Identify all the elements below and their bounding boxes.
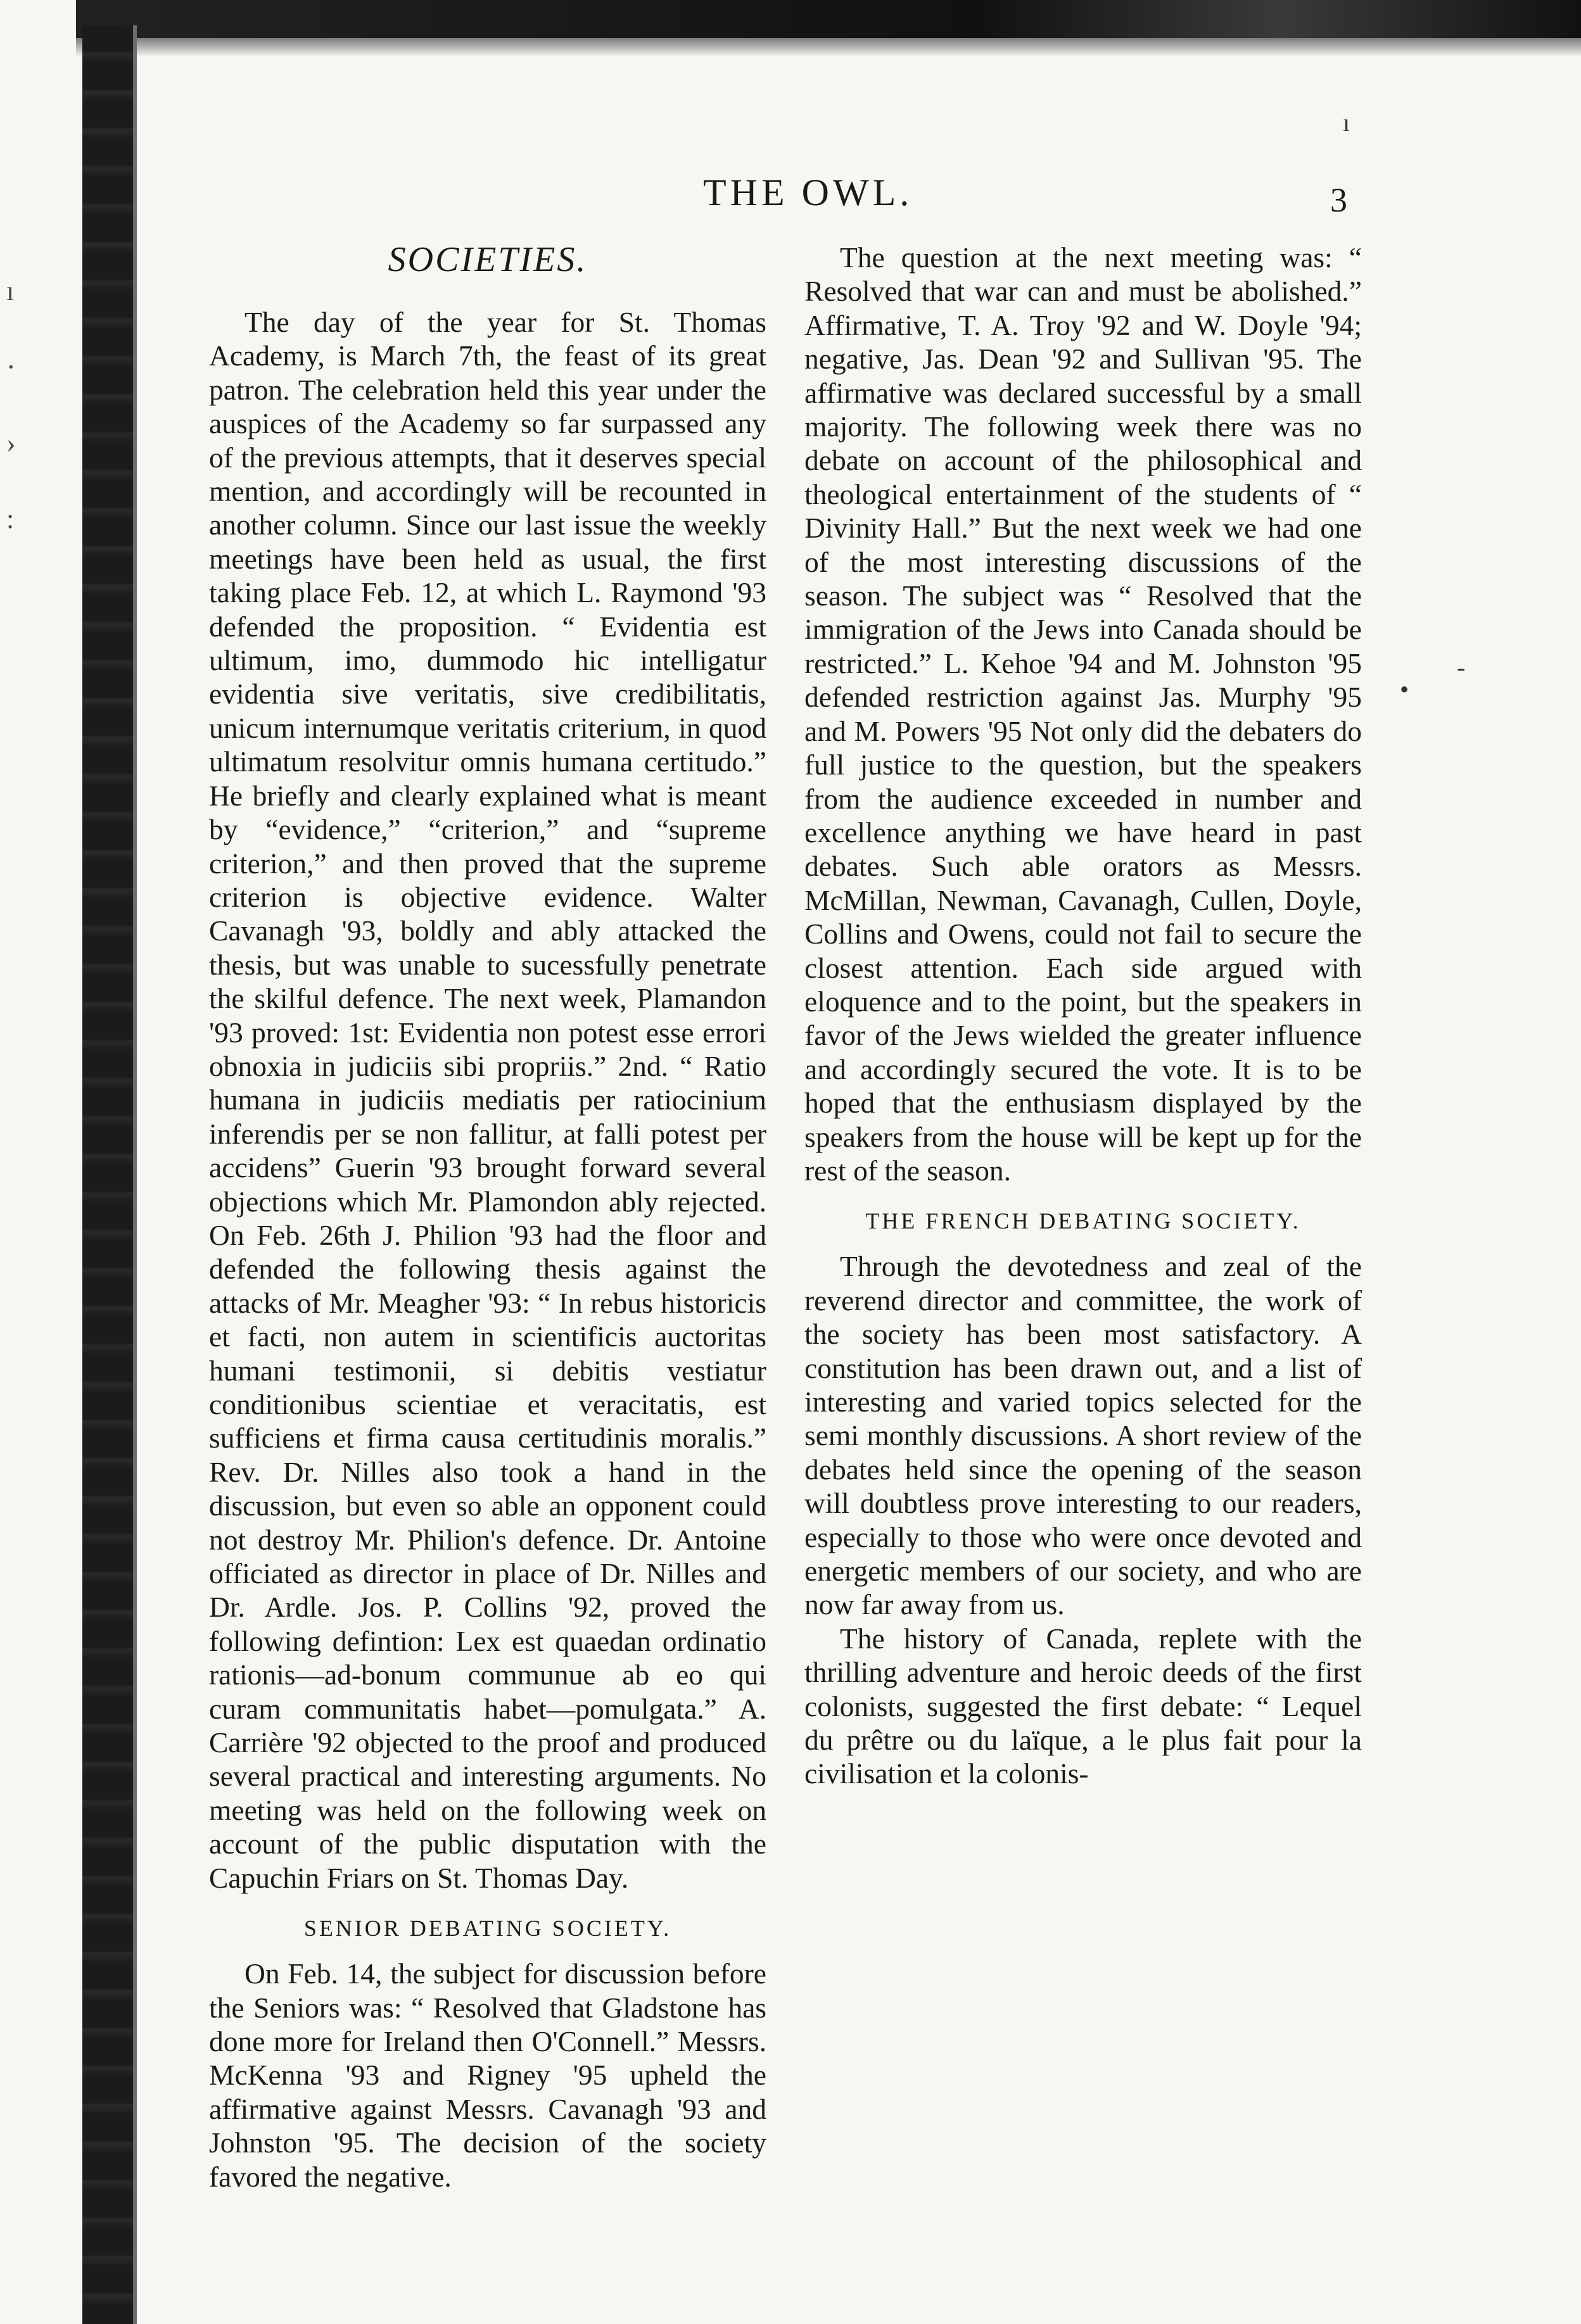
page-number: 3 bbox=[1330, 181, 1347, 219]
french-debating-paragraph-2: The history of Canada, replete with the thrilling adventure and heroic deeds of the first colonists, suggested the first debate: “ Lequel du prêtre ou du laïque, a le plus fait pour la civilisation et la colonis- bbox=[804, 1622, 1362, 1790]
stray-mark: • bbox=[1400, 675, 1409, 704]
stray-mark: ı bbox=[1343, 108, 1350, 137]
scan-top-border bbox=[76, 0, 1581, 38]
right-column bbox=[804, 241, 1362, 1791]
societies-paragraph: The day of the year for St. Thomas Academy, is March 7th, the feast of its great patron. The celebration held this year under the auspices of the Academy so far surpassed any of the previous attempts, that it deserves special mention, and accordingly will be recounted in another column. Since our last issue the weekly meetings have been held as usual, the first taking place Feb. 12, at which L. Raymond '93 defended the proposition. “ Evidentia est ultimum, imo, dummodo hic intelligatur evidentia sive veritatis, sive credibilitatis, unicum internumque veritatis criterium, in quod ultimatum resolvitur omnis humana certitudo.” He briefly and clearly explained what is meant by “evidence,” “criterion,” and “supreme criterion,” and then proved that the supreme criterion is objective evidence. Walter Cavanagh '93, boldly and ably attacked the thesis, but was unable to sucessfully penetrate the skilful defence. The next week, Plamandon '93 proved: 1st: Evidentia non potest esse errori obnoxia in judiciis sibi propriis.” 2nd. “ Ratio humana in judiciis mediatis per ratiocinium inferendis per se non fallitur, at falli potest per accidens” Guerin '93 brought forward several objections which Mr. Plamondon ably rejected. On Feb. 26th J. Philion '93 had the floor and defended the following thesis against the attacks of Mr. Meagher '93: “ In rebus historicis et facti, non autem in scientificis auctoritas humani testimonii, si debitis vestiatur conditionibus scientiae et veracitatis, est sufficiens et firma causa certitudinis moralis.” Rev. Dr. Nilles also took a hand in the discussion, but even so able an opponent could not destroy Mr. Philion's defence. Dr. Antoine officiated as director in place of Dr. Nilles and Dr. Ardle. Jos. P. Collins '92, proved the following defintion: Lex est quaedan ordinatio rationis—ad-bonum communue ab eo qui curam communitatis habet—pomulgata.” A. Carrière '92 objected to the proof and produced several practical and interesting arguments. No meeting was held on the following week on account of the public disputation with the Capuchin Friars on St. Thomas Day. bbox=[209, 306, 766, 1894]
margin-marks: ı · › : bbox=[6, 275, 16, 534]
stray-mark: - bbox=[1457, 653, 1466, 681]
binding-highlight bbox=[133, 25, 137, 2324]
scan-top-shadow bbox=[76, 38, 1581, 57]
section-title-societies: SOCIETIES. bbox=[388, 240, 588, 279]
book-binding-edge bbox=[82, 25, 133, 2324]
senior-debating-paragraph-1: On Feb. 14, the subject for discussion before the Seniors was: “ Resolved that Gladstone has done more for Ireland then O'Connell.” Messrs. McKenna '93 and Rigney '95 upheld the affirmative against Messrs. Cavanagh '93 and Johnston '95. The decision of the society favored the negative. bbox=[209, 1957, 766, 2193]
french-debating-heading: THE FRENCH DEBATING SOCIETY. bbox=[865, 1208, 1301, 1234]
french-debating-paragraph-1: Through the devotedness and zeal of the reverend director and committee, the work of the society has been most satisfactory. A constitution has been drawn out, and a list of interesting and varied topics selected for the semi monthly discussions. A short review of the debates held since the opening of the season will doubtless prove interesting to our readers, especially to those who were once devoted and energetic members of our society, and who are now far away from us. bbox=[804, 1250, 1362, 1621]
senior-debating-heading: SENIOR DEBATING SOCIETY. bbox=[303, 1916, 672, 1942]
left-column bbox=[209, 241, 766, 2194]
senior-debating-paragraph-2: The question at the next meeting was: “ Resolved that war can and must be abolished.” Affirmative, T. A. Troy '92 and W. Doyle '94; negative, Jas. Dean '92 and Sullivan '95. The affirmative was declared successful by a small majority. The following week there was no debate on account of the philosophical and theological entertainment of the students of “ Divinity Hall.” But the next week we had one of the most interesting discussions of the season. The subject was “ Resolved that the immigration of the Jews into Canada should be restricted.” L. Kehoe '94 and M. Johnston '95 defended restriction against Jas. Murphy '95 and M. Powers '95 Not only did the debaters do full justice to the question, but the speakers from the audience exceeded in number and excellence anything we have heard in past debates. Such able orators as Messrs. McMillan, Newman, Cavanagh, Cullen, Doyle, Collins and Owens, could not fail to secure the closest attention. Each side argued with eloquence and to the point, but the speakers in favor of the Jews wielded the greater influence and accordingly secured the vote. It is to be hoped that the enthusiasm displayed by the speakers from the house will be kept up for the rest of the season. bbox=[804, 241, 1362, 1187]
running-title: THE OWL. bbox=[703, 172, 913, 213]
